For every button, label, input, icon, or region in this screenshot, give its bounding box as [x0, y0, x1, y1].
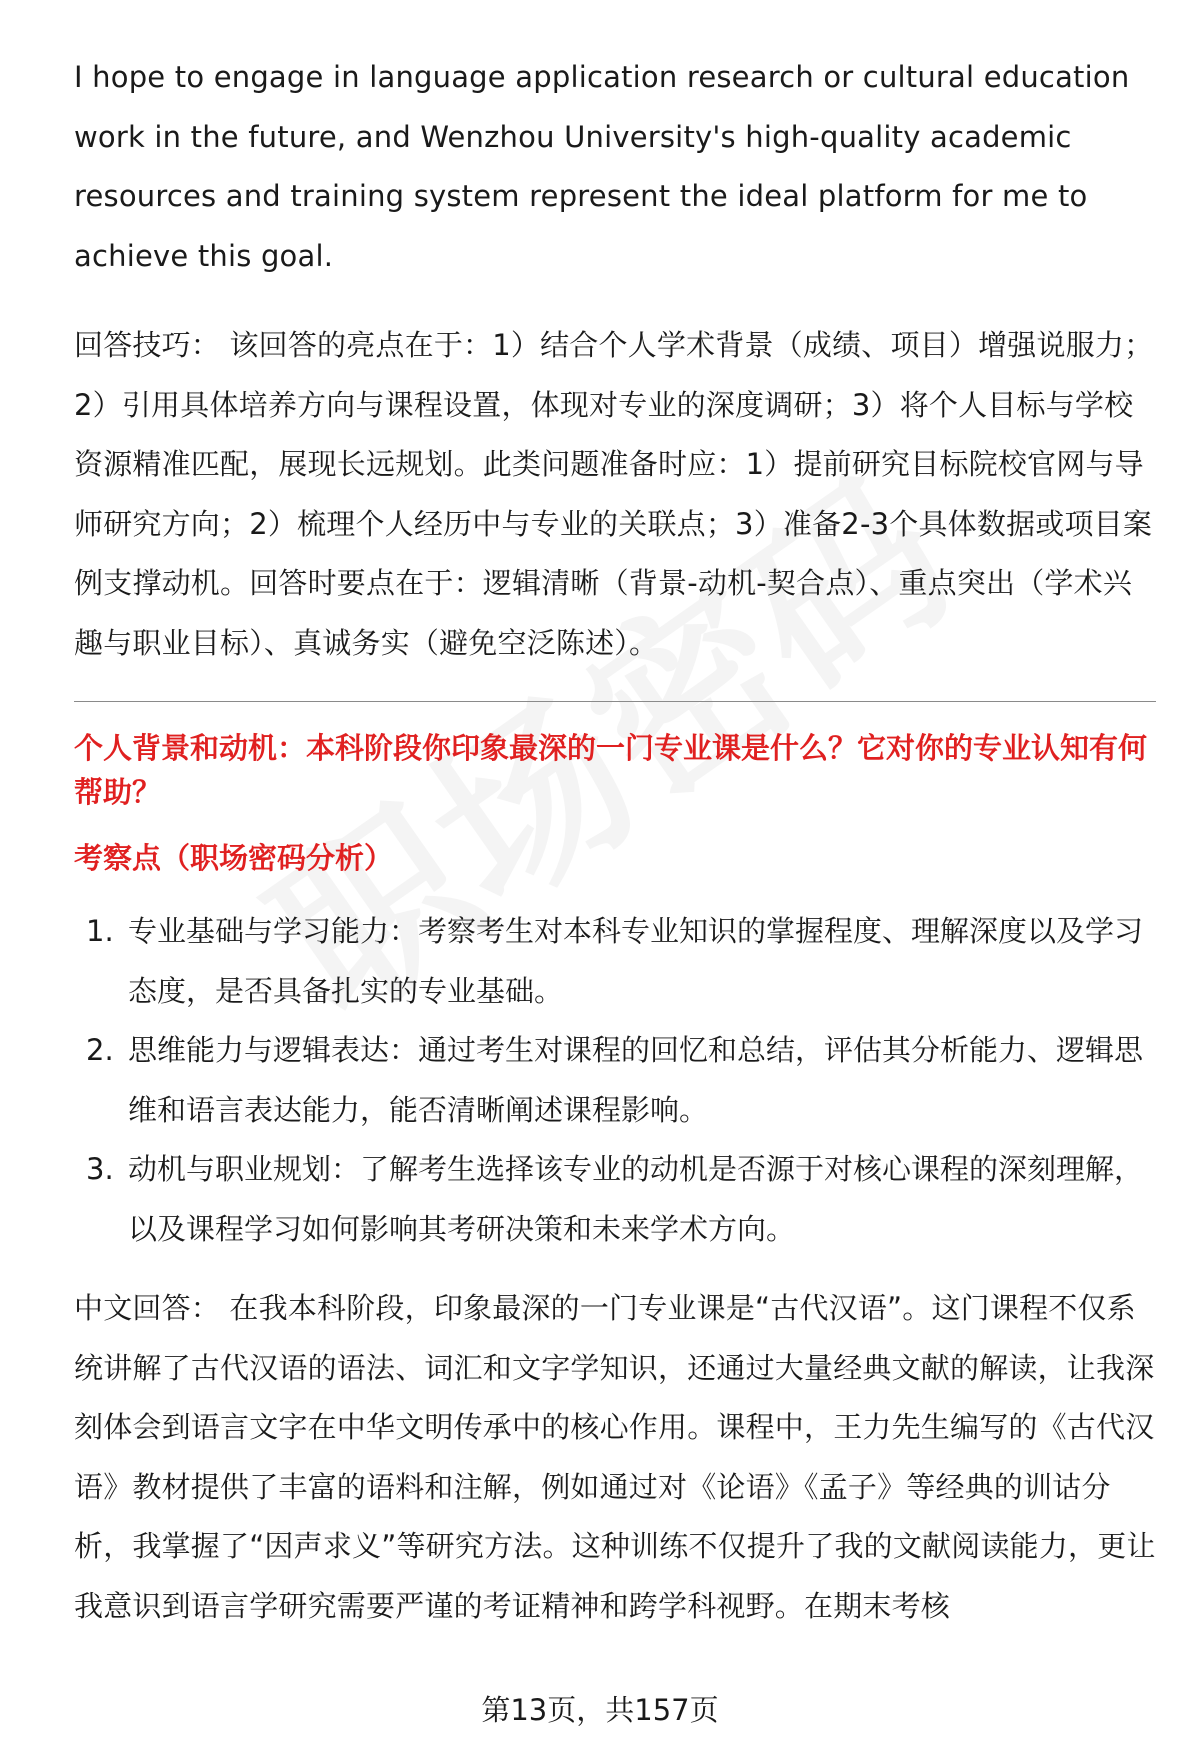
document-page	[74, 48, 1156, 1636]
list-item	[74, 1021, 1156, 1140]
list-item-number: 2.	[86, 1033, 114, 1067]
list-item	[74, 902, 1156, 1021]
analysis-points-list	[74, 902, 1156, 1259]
english-paragraph: I hope to engage in language application research or cultural education work in the future, and Wenzhou University's high-quality academic resources and training system represent the ideal platform for me to achieve this goal.	[74, 60, 1130, 273]
analysis-section-title: 考察点（职场密码分析）	[74, 841, 394, 875]
list-item-number: 3.	[86, 1152, 114, 1186]
page-footer: 第13页，共157页	[481, 1693, 719, 1727]
chinese-answer-paragraph: 中文回答： 在我本科阶段，印象最深的一门专业课是“古代汉语”。这门课程不仅系统讲解了古代汉语的语法、词汇和文字学知识，还通过大量经典文献的解读，让我深刻体会到语言文字在中华文明传承中的核心作用。课程中，王力先生编写的《古代汉语》教材提供了丰富的语料和注解，例如通过对《论语》《孟子》等经典的训诂分析，我掌握了“因声求义”等研究方法。这种训练不仅提升了我的文献阅读能力，更让我意识到语言学研究需要严谨的考证精神和跨学科视野。在期末考核	[74, 1291, 1156, 1623]
list-item-text: 专业基础与学习能力：考察考生对本科专业知识的掌握程度、理解深度以及学习态度，是否具备扎实的专业基础。	[128, 914, 1144, 1008]
question-title: 个人背景和动机：本科阶段你印象最深的一门专业课是什么？它对你的专业认知有何帮助？	[74, 731, 1148, 809]
list-item-number: 1.	[86, 914, 114, 948]
answer-tips-paragraph: 回答技巧： 该回答的亮点在于：1）结合个人学术背景（成绩、项目）增强说服力；2）引用具体培养方向与课程设置，体现对专业的深度调研；3）将个人目标与学校资源精准匹配，展现长远规划。此类问题准备时应：1）提前研究目标院校官网与导师研究方向；2）梳理个人经历中与专业的关联点；3）准备2-3个具体数据或项目案例支撑动机。回答时要点在于：逻辑清晰（背景-动机-契合点）、重点突出（学术兴趣与职业目标）、真诚务实（避免空泛陈述）。	[74, 328, 1154, 660]
section-divider	[74, 701, 1156, 702]
list-item	[74, 1140, 1156, 1259]
list-item-text: 动机与职业规划：了解考生选择该专业的动机是否源于对核心课程的深刻理解，以及课程学习如何影响其考研决策和未来学术方向。	[128, 1152, 1144, 1246]
list-item-text: 思维能力与逻辑表达：通过考生对课程的回忆和总结，评估其分析能力、逻辑思维和语言表达能力，能否清晰阐述课程影响。	[128, 1033, 1144, 1127]
